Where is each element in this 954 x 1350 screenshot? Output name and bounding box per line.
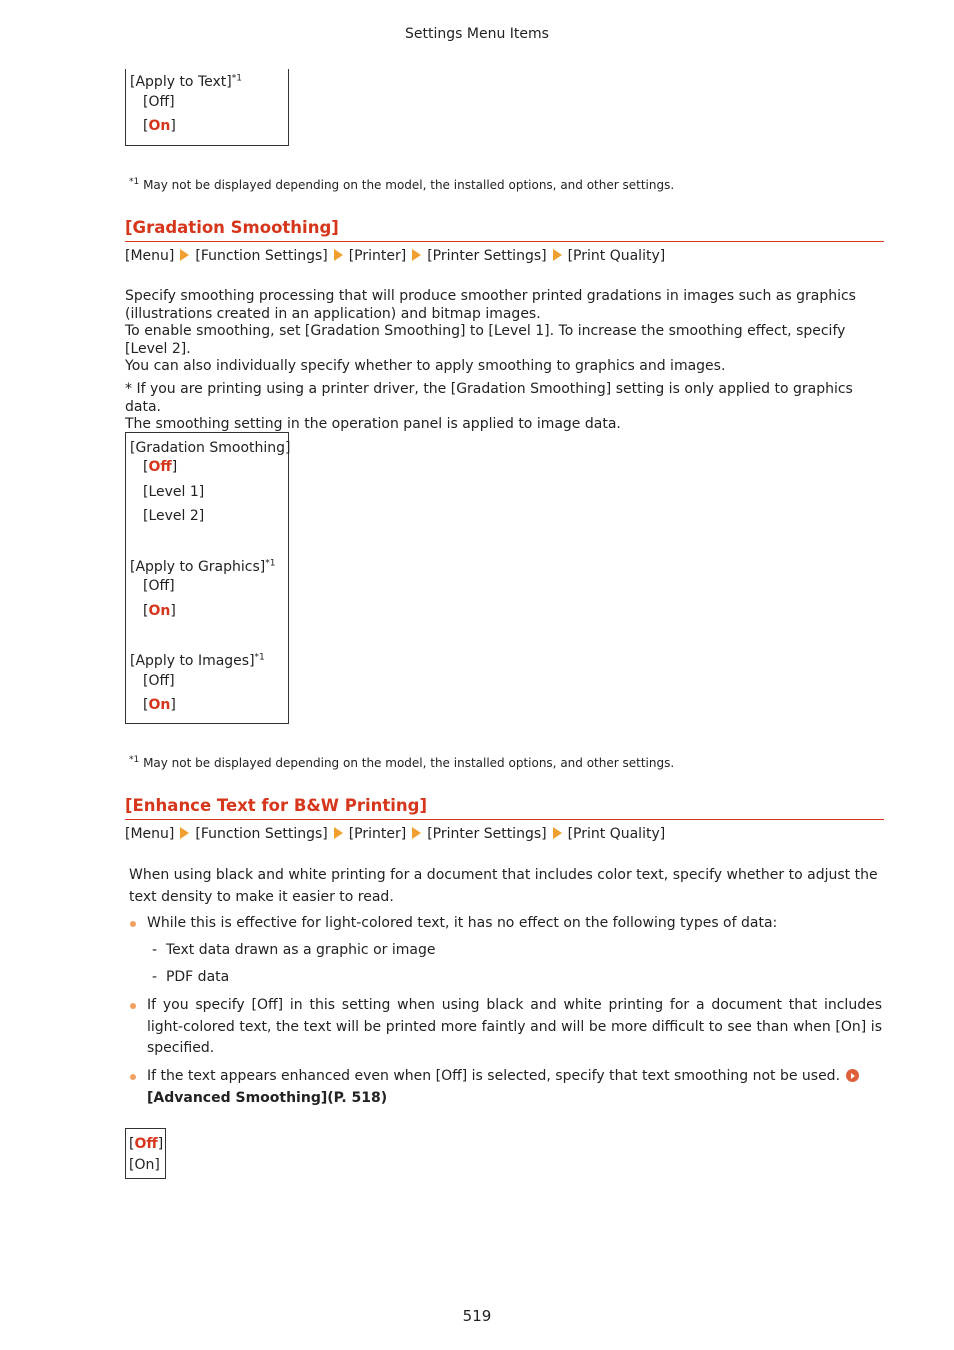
- arrow-right-icon: [412, 827, 421, 839]
- section-divider: [125, 819, 884, 820]
- bullet-item: [130, 913, 882, 935]
- note-text: * If you are printing using a printer driver, the [Gradation Smoothing] setting is only applied to graphics data.: [125, 381, 853, 415]
- breadcrumb-item: [Printer]: [348, 826, 407, 842]
- breadcrumb-item: [Menu]: [125, 248, 175, 264]
- arrow-right-icon: [412, 249, 421, 261]
- option-on-default: [On]: [143, 118, 176, 134]
- section-title-enhance-text: [Enhance Text for B&W Printing]: [125, 796, 428, 815]
- description: [125, 288, 885, 376]
- link-arrow-icon[interactable]: [846, 1069, 859, 1082]
- option-level-2: [Level 2]: [143, 508, 205, 524]
- breadcrumb-item: [Printer Settings]: [427, 826, 547, 842]
- bullet-text: If the text appears enhanced even when [Off] is selected, specify that text smoothing not be used. [Advanced Smoothing](P. 518): [147, 1066, 882, 1109]
- bullet-item: [130, 1066, 882, 1110]
- footnote: $^{*1}$ May not be displayed depending on the model, the installed options, and other settings.: [129, 177, 675, 192]
- breadcrumb-item: [Print Quality]: [567, 248, 666, 264]
- option-on: [On]: [129, 1157, 160, 1173]
- breadcrumb: [125, 826, 665, 842]
- settings-box-enhance-text: [125, 1128, 166, 1179]
- breadcrumb-item: [Print Quality]: [567, 826, 666, 842]
- section-divider: [125, 241, 884, 242]
- description-text: You can also individually specify whether to apply smoothing to graphics and images.: [125, 358, 726, 374]
- page-number: 519: [462, 1307, 492, 1325]
- bullet-text: If you specify [Off] in this setting when using black and white printing for a document that includes light-colored text, the text will be printed more faintly and will be more difficult to see than when [On] is specified.: [147, 997, 882, 1056]
- option-on-default: [On]: [143, 603, 176, 619]
- arrow-right-icon: [553, 249, 562, 261]
- arrow-right-icon: [334, 827, 343, 839]
- breadcrumb-item: [Function Settings]: [195, 826, 328, 842]
- description-text: When using black and white printing for a document that includes color text, specify whether to adjust the text density to make it easier to read.: [129, 867, 878, 905]
- option-off: [Off]: [143, 673, 175, 689]
- sub-list-item: - PDF data: [152, 969, 230, 985]
- option-level-1: [Level 1]: [143, 484, 205, 500]
- cross-reference-link[interactable]: [Advanced Smoothing](P. 518): [147, 1089, 388, 1106]
- note-text: The smoothing setting in the operation panel is applied to image data.: [125, 416, 621, 432]
- section-title-gradation-smoothing: [Gradation Smoothing]: [125, 218, 339, 237]
- arrow-right-icon: [180, 827, 189, 839]
- apply-to-graphics-label: [Apply to Graphics]$^{*1}$: [130, 558, 276, 575]
- arrow-right-icon: [553, 827, 562, 839]
- option-off-default: [Off]: [129, 1136, 164, 1152]
- bullet-text: While this is effective for light-colored text, it has no effect on the following types of data:: [147, 915, 778, 931]
- running-header: Settings Menu Items: [405, 26, 549, 42]
- breadcrumb-item: [Printer Settings]: [427, 248, 547, 264]
- breadcrumb: [125, 248, 665, 264]
- option-off: [Off]: [143, 94, 175, 110]
- description-text: To enable smoothing, set [Gradation Smoothing] to [Level 1]. To increase the smoothing effect, specify [Level 2].: [125, 323, 846, 357]
- gradation-smoothing-label: [Gradation Smoothing]: [130, 440, 291, 456]
- option-on-default: [On]: [143, 697, 176, 713]
- bullet-dot-icon: [130, 1074, 136, 1080]
- breadcrumb-item: [Function Settings]: [195, 248, 328, 264]
- sub-list-item: - Text data drawn as a graphic or image: [152, 942, 436, 958]
- settings-box-gradation-smoothing: [125, 432, 289, 724]
- breadcrumb-item: [Menu]: [125, 826, 175, 842]
- option-off-default: [Off]: [143, 459, 178, 475]
- bullet-item: [130, 995, 882, 1061]
- footnote: $^{*1}$ May not be displayed depending on the model, the installed options, and other settings.: [129, 755, 675, 770]
- option-off: [Off]: [143, 578, 175, 594]
- arrow-right-icon: [334, 249, 343, 261]
- settings-box-apply-to-text: [125, 69, 289, 146]
- breadcrumb-item: [Printer]: [348, 248, 407, 264]
- apply-to-text-label: [Apply to Text]$^{*1}$: [130, 73, 242, 90]
- description-text: Specify smoothing processing that will produce smoother printed gradations in images such as graphics (illustrations created in an application) and bitmap images.: [125, 288, 856, 322]
- bullet-dot-icon: [130, 1003, 136, 1009]
- note: [125, 381, 885, 434]
- arrow-right-icon: [180, 249, 189, 261]
- bullet-dot-icon: [130, 921, 136, 927]
- apply-to-images-label: [Apply to Images]$^{*1}$: [130, 652, 265, 669]
